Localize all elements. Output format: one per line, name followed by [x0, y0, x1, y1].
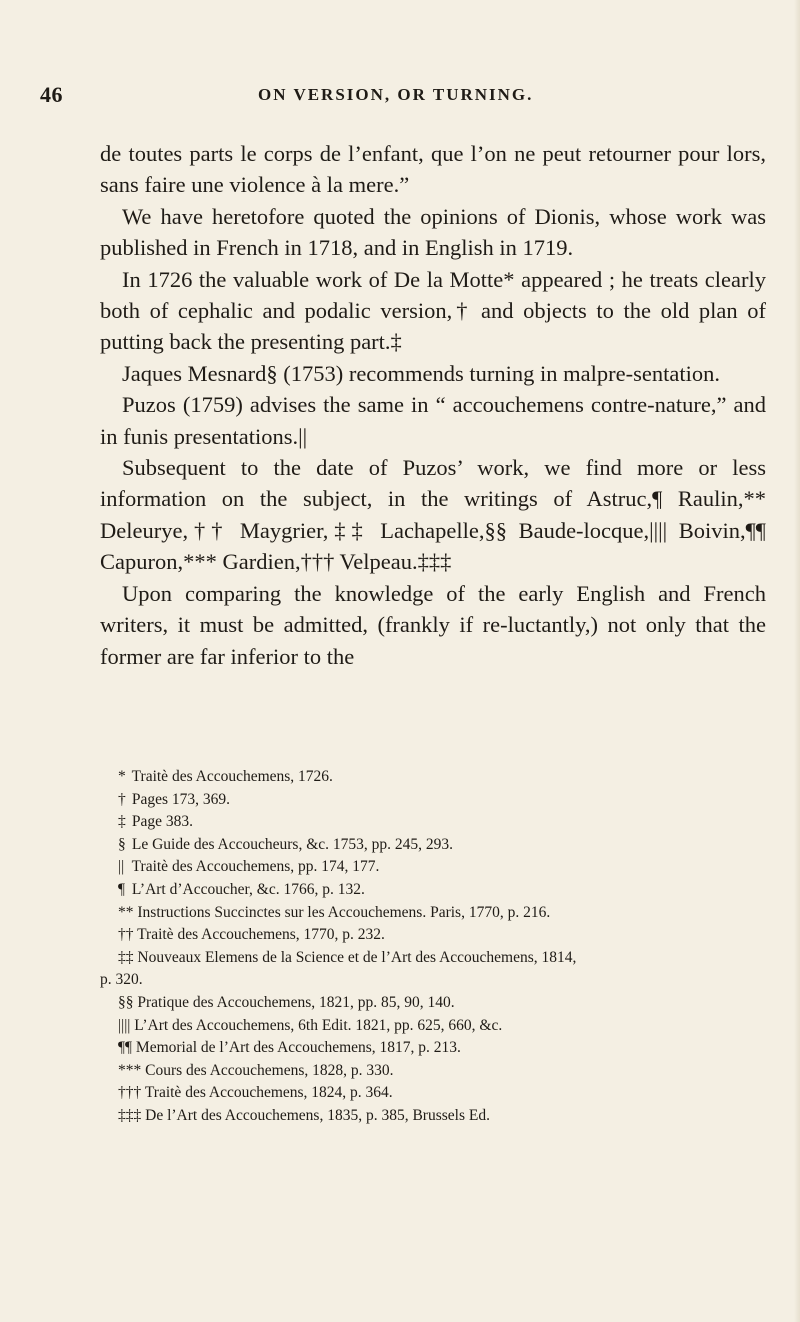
footnote-mark: ** [118, 903, 134, 921]
footnote [100, 856, 766, 879]
footnote-mark: † [118, 790, 126, 808]
footnote-mark: * [118, 768, 126, 785]
footnote-text: Cours des Accouchemens, 1828, p. 330. [145, 1061, 394, 1079]
footnote-text: Pages 173, 369. [131, 790, 231, 808]
footnote-mark: ‡ [118, 813, 126, 831]
footnote [100, 1060, 766, 1083]
running-head: ON VERSION, OR TURNING. [258, 85, 534, 104]
footnote-mark: ¶ [118, 880, 126, 898]
footnote [100, 924, 766, 947]
footnote [100, 1105, 766, 1128]
footnote-mark: ††† [118, 1084, 142, 1102]
footnote-text: Traitè des Accouchemens, 1824, p. 364. [144, 1084, 393, 1102]
footnote-mark: *** [118, 1061, 142, 1079]
footnote-text: Memorial de l’Art des Accouchemens, 1817, p. 213. [135, 1039, 461, 1057]
footnote [100, 947, 766, 970]
footnote [100, 1015, 766, 1038]
footnote [100, 811, 766, 834]
footnote-text: Traitè des Accouchemens, 1726. [131, 768, 333, 785]
footnote-mark: ¶¶ [118, 1039, 133, 1057]
footnote-mark: § [118, 835, 126, 853]
footnote-text: p. 320. [100, 971, 143, 989]
footnote-text: Page 383. [131, 813, 194, 831]
footnote [100, 766, 766, 789]
paragraph: de toutes parts le corps de l’enfant, que l’on ne peut retourner pour lors, sans faire une violence à la mere.” [100, 141, 766, 198]
footnote-mark: §§ [118, 993, 134, 1011]
footnote-text: Nouveaux Elemens de la Science et de l’Art des Accouchemens, 1814, [137, 948, 577, 966]
body-text [100, 138, 766, 672]
footnote-text: Traitè des Accouchemens, pp. 174, 177. [131, 858, 380, 876]
page-header [0, 82, 800, 118]
footnote-text: De l’Art des Accouchemens, 1835, p. 385, Brussels Ed. [145, 1106, 490, 1124]
paragraph: Jaques Mesnard§ (1753) recommends turning in malpre-sentation. [122, 360, 720, 386]
paragraph: We have heretofore quoted the opinions of Dionis, whose work was published in French in 1718, and in English in 1719. [100, 203, 766, 261]
footnote-mark: †† [118, 926, 134, 944]
footnote [100, 1037, 766, 1060]
footnote-text: L’Art des Accouchemens, 6th Edit. 1821, pp. 625, 660, &c. [134, 1016, 503, 1034]
footnote [100, 902, 766, 925]
footnote [100, 834, 766, 857]
paragraph: In 1726 the valuable work of De la Motte* appeared ; he treats clearly both of cephalic and podalic version,† and objects to the old plan of putting back the presenting part.‡ [100, 266, 766, 355]
paragraph: Upon comparing the knowledge of the early English and French writers, it must be admitted, (frankly if re-luctantly,) not only that the former are far inferior to the [100, 580, 766, 669]
footnote [100, 1082, 766, 1105]
paragraph: Subsequent to the date of Puzos’ work, we find more or less information on the subject, in the writings of Astruc,¶ Raulin,** Deleurye,†† Maygrier,‡‡ Lachapelle,§§ Baude-locque,|||| Boivin,¶¶ Capuron,*** Gardien,††† Velpeau.‡‡‡ [100, 455, 766, 575]
footnote-text: Traitè des Accouchemens, 1770, p. 232. [137, 926, 385, 944]
footnote-text: Le Guide des Accoucheurs, &c. 1753, pp. 245, 293. [131, 835, 454, 853]
footnote-mark: || [118, 858, 125, 876]
page-edge-shadow [794, 0, 800, 1322]
footnote [100, 992, 766, 1015]
page-number: 46 [40, 82, 63, 107]
footnote-text: Pratique des Accouchemens, 1821, pp. 85, 90, 140. [137, 993, 455, 1011]
footnote [100, 879, 766, 902]
footnote-mark: |||| [118, 1016, 131, 1034]
footnote-text: L’Art d’Accoucher, &c. 1766, p. 132. [131, 880, 365, 898]
footnotes [100, 766, 766, 1128]
paragraph: Puzos (1759) advises the same in “ accouchemens contre-nature,” and in funis presentations.|| [100, 392, 766, 449]
footnote-text: Instructions Succinctes sur les Accouchemens. Paris, 1770, p. 216. [137, 903, 551, 921]
footnote-mark: ‡‡ [118, 948, 134, 966]
footnote-mark: ‡‡‡ [118, 1106, 142, 1124]
footnote-continuation [100, 969, 766, 992]
footnote [100, 789, 766, 812]
